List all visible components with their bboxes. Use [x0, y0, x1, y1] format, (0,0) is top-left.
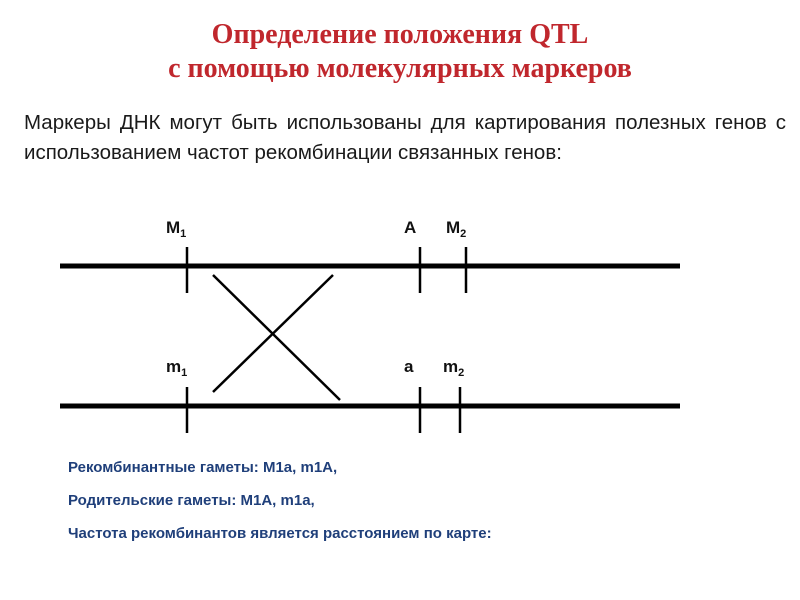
parental-gametes-note: Родительские гаметы: M1A, m1a,	[68, 492, 315, 509]
crossover-line-down	[213, 275, 340, 400]
top-label-a: A	[404, 218, 417, 237]
top-label-m2: $M_2$	[446, 218, 467, 240]
top-label-m1: $M_1$	[166, 218, 187, 240]
bottom-label-m1: $m_1$	[166, 357, 188, 379]
bottom-label-m2: $m_2$	[443, 357, 465, 379]
slide-title-line-1: Определение положения QTL	[211, 19, 589, 50]
bottom-label-a: a	[404, 357, 414, 376]
map-distance-note: Частота рекомбинантов является расстоянием по карте:	[68, 525, 492, 542]
recombinant-gametes-note: Рекомбинантные гаметы: M1a, m1A,	[68, 459, 338, 476]
slide-title-line-2: с помощью молекулярных маркеров	[168, 53, 632, 84]
intro-paragraph: Маркеры ДНК могут быть использованы для картирования полезных генов с использованием частот рекомбинации связанных генов:	[24, 111, 786, 164]
gamete-notes	[68, 458, 768, 557]
